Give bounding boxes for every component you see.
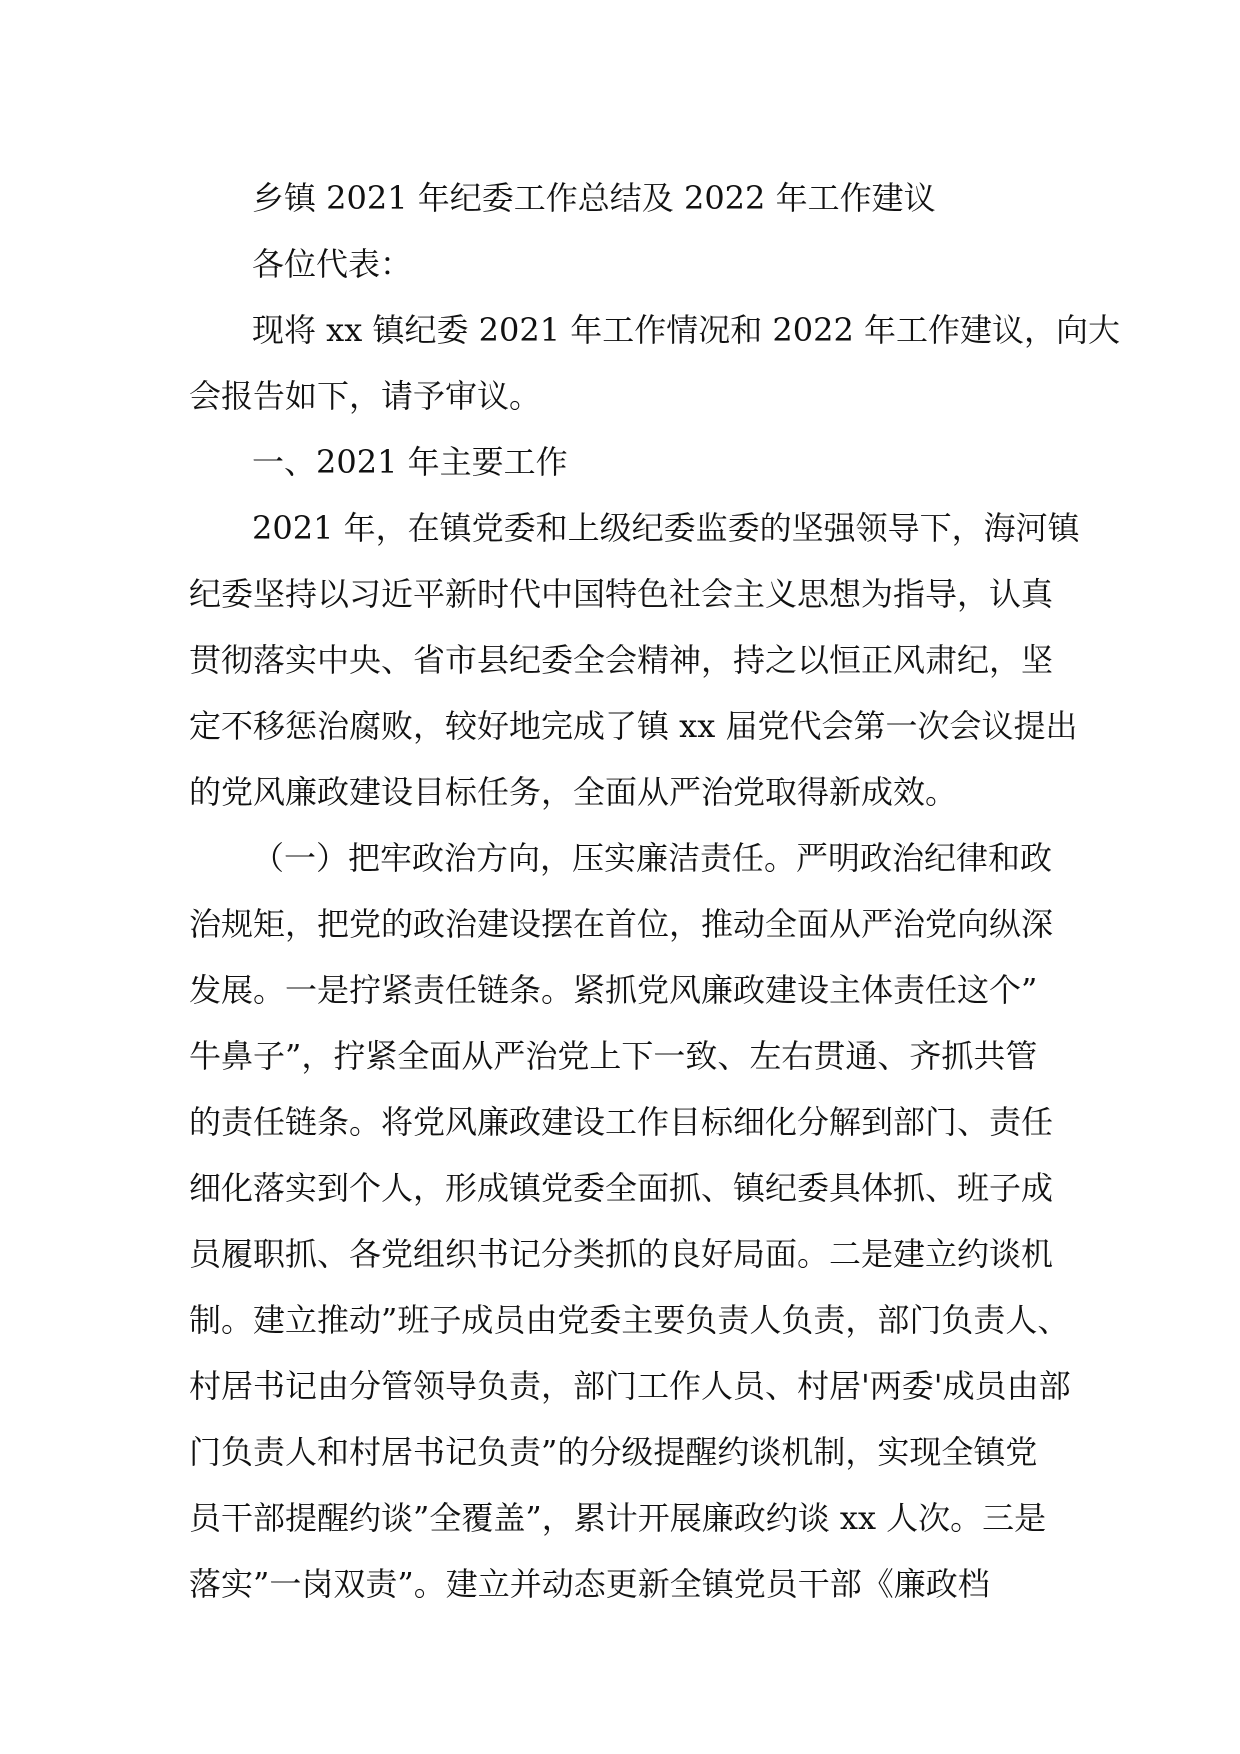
paragraph-section-1	[189, 825, 1071, 1617]
paragraph-overview	[189, 495, 1080, 825]
section-heading	[189, 429, 1059, 495]
paragraph-line: 纪委坚持以习近平新时代中国特色社会主义思想为指导，认真	[189, 575, 1054, 613]
paragraph-line: 贯彻落实中央、省市县纪委全会精神，持之以恒正风肃纪，坚	[189, 641, 1054, 679]
paragraph-line: 2021 年，在镇党委和上级纪委监委的坚强领导下，海河镇	[252, 509, 1080, 547]
paragraph-line: 现将 xx 镇纪委 2021 年工作情况和 2022 年工作建议，向大	[252, 311, 1121, 349]
paragraph-line: 制。建立推动”班子成员由党委主要负责人负责，部门负责人、	[189, 1301, 1070, 1339]
paragraph-line: 的责任链条。将党风廉政建设工作目标细化分解到部门、责任	[189, 1103, 1054, 1141]
heading-line: 一、2021 年主要工作	[252, 443, 568, 481]
paragraph-intro	[189, 297, 1121, 429]
paragraph-line: 员履职抓、各党组织书记分类抓的良好局面。二是建立约谈机	[189, 1235, 1054, 1273]
paragraph-line: 的党风廉政建设目标任务，全面从严治党取得新成效。	[189, 773, 958, 811]
paragraph-line: 员干部提醒约谈”全覆盖”，累计开展廉政约谈 xx 人次。三是	[189, 1499, 1047, 1537]
paragraph-line: 治规矩，把党的政治建设摆在首位，推动全面从严治党向纵深	[189, 905, 1054, 943]
document-body	[189, 165, 1121, 1617]
paragraph-line: 村居书记由分管领导负责，部门工作人员、村居'两委'成员由部	[189, 1367, 1071, 1405]
paragraph-line: 门负责人和村居书记负责”的分级提醒约谈机制，实现全镇党	[189, 1433, 1038, 1471]
paragraph-line: 细化落实到个人，形成镇党委全面抓、镇纪委具体抓、班子成	[189, 1169, 1054, 1207]
paragraph-line: 定不移惩治腐败，较好地完成了镇 xx 届党代会第一次会议提出	[189, 707, 1078, 745]
paragraph-line: 会报告如下，请予审议。	[189, 377, 542, 415]
paragraph-line: （一）把牢政治方向，压实廉洁责任。严明政治纪律和政	[252, 839, 1053, 877]
paragraph-line: 落实”一岗双责”。建立并动态更新全镇党员干部《廉政档	[189, 1565, 990, 1603]
document-title: 乡镇 2021 年纪委工作总结及 2022 年工作建议	[252, 179, 936, 217]
paragraph-line: 发展。一是拧紧责任链条。紧抓党风廉政建设主体责任这个”	[189, 971, 1038, 1009]
paragraph-line: 牛鼻子”，拧紧全面从严治党上下一致、左右贯通、齐抓共管	[189, 1037, 1038, 1075]
salutation: 各位代表：	[252, 245, 413, 283]
